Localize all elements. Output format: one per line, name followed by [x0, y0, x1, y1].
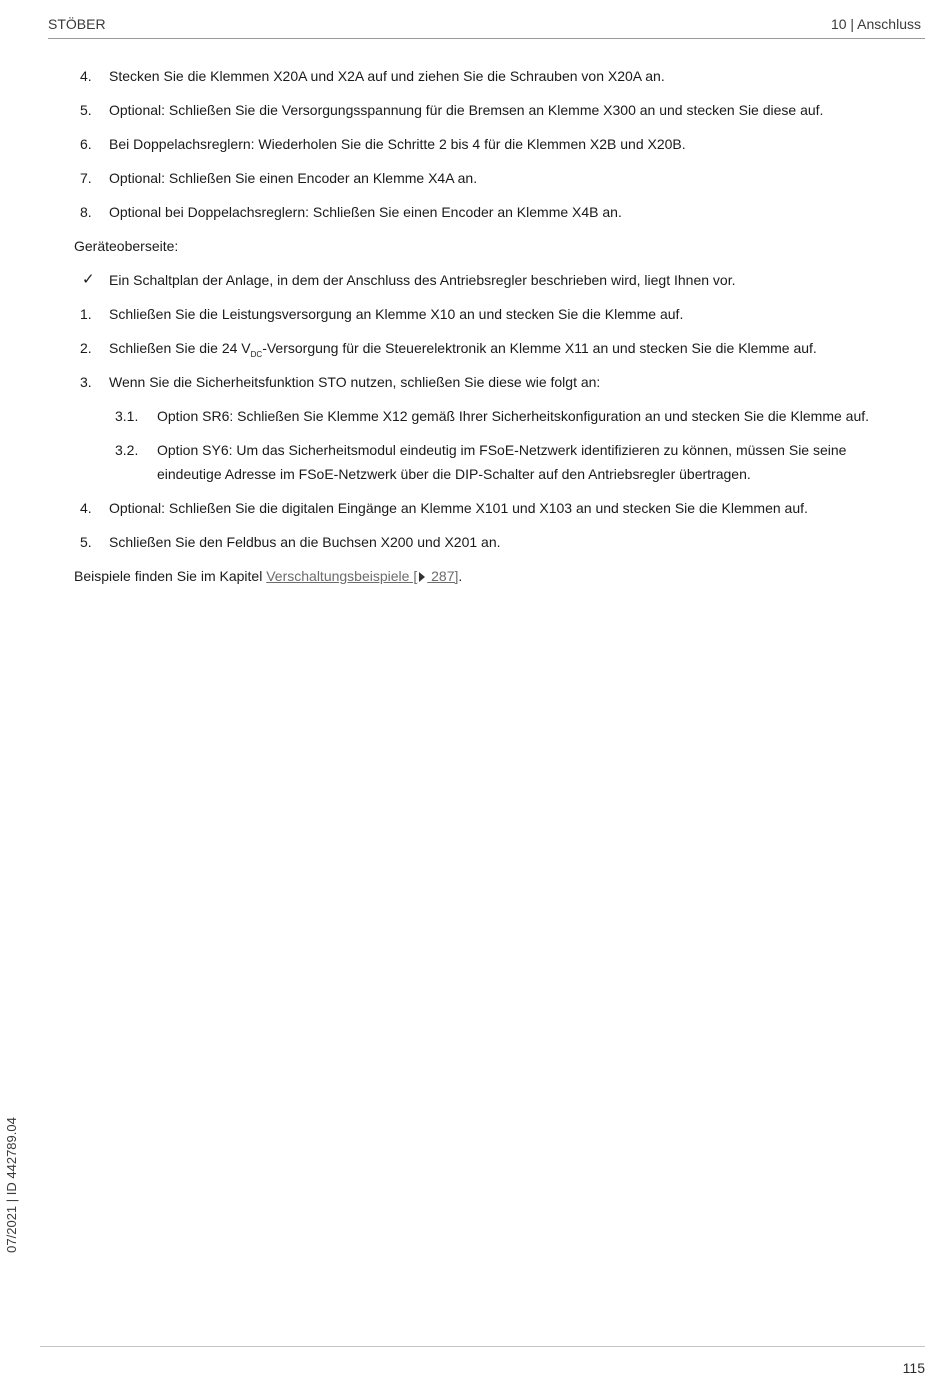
list-item [74, 98, 874, 122]
step-number: 8. [80, 204, 92, 220]
link-page: 287] [427, 568, 459, 584]
reference-prefix: Beispiele finden Sie im Kapitel [74, 568, 267, 584]
cross-reference-link[interactable] [266, 568, 458, 584]
triangle-right-icon [419, 572, 425, 582]
step-number: 5. [80, 102, 92, 118]
list-item [74, 132, 874, 156]
link-text: Verschaltungsbeispiele [ [266, 568, 418, 584]
list-item [74, 530, 874, 554]
step-text: Schließen Sie den Feldbus an die Buchsen X200 und X201 an. [109, 534, 501, 550]
step-number: 4. [80, 68, 92, 84]
step-text-part: -Versorgung für die Steuerelektronik an Klemme X11 an und stecken Sie die Klemme auf. [262, 340, 817, 356]
step-text: Optional: Schließen Sie die Versorgungsspannung für die Bremsen an Klemme X300 an und stecken Sie diese auf. [109, 102, 824, 118]
step-number: 3. [80, 374, 92, 390]
list-item [74, 496, 874, 520]
precondition-text: Ein Schaltplan der Anlage, in dem der Anschluss des Antriebsregler beschrieben wird, liegt Ihnen vor. [109, 272, 736, 288]
header-section: 10 | Anschluss [830, 16, 921, 32]
page-header [48, 14, 925, 39]
list-item [74, 200, 874, 224]
step-number: 1. [80, 306, 92, 322]
substep-text: Option SR6: Schließen Sie Klemme X12 gemäß Ihrer Sicherheitskonfiguration an und stecken Sie die Klemme auf. [157, 408, 870, 424]
list-item [74, 336, 874, 360]
header-brand: STÖBER [48, 16, 106, 32]
list-item [74, 302, 874, 326]
step-text: Wenn Sie die Sicherheitsfunktion STO nutzen, schließen Sie diese wie folgt an: [109, 374, 601, 390]
sub-list-item [74, 438, 874, 486]
reference-paragraph [74, 564, 874, 588]
step-number: 4. [80, 500, 92, 516]
page-number: 115 [902, 1360, 925, 1376]
document-body [74, 64, 874, 598]
step-text: Optional bei Doppelachsreglern: Schließen Sie einen Encoder an Klemme X4B an. [109, 204, 622, 220]
checkmark-icon: ✓ [82, 271, 95, 288]
substep-number: 3.1. [115, 408, 139, 424]
reference-suffix: . [458, 568, 463, 584]
substep-number: 3.2. [115, 442, 139, 458]
list-item [74, 370, 874, 394]
step-text-part: Schließen Sie die 24 V [109, 340, 251, 356]
list-item [74, 166, 874, 190]
step-text: Stecken Sie die Klemmen X20A und X2A auf und ziehen Sie die Schrauben von X20A an. [109, 68, 665, 84]
footer-divider [40, 1346, 925, 1347]
step-number: 6. [80, 136, 92, 152]
step-text: Optional: Schließen Sie die digitalen Eingänge an Klemme X101 und X103 an und stecken Sie die Klemmen auf. [109, 500, 808, 516]
list-item [74, 64, 874, 88]
document-id-label: 07/2021 | ID 442789.04 [4, 1117, 19, 1253]
subscript: DC [250, 349, 263, 359]
sub-list-item [74, 404, 874, 428]
step-number: 2. [80, 340, 92, 356]
step-number: 7. [80, 170, 92, 186]
step-text: Bei Doppelachsreglern: Wiederholen Sie die Schritte 2 bis 4 für die Klemmen X2B und X20B. [109, 136, 686, 152]
step-number: 5. [80, 534, 92, 550]
step-text: Optional: Schließen Sie einen Encoder an Klemme X4A an. [109, 170, 478, 186]
precondition-item [74, 268, 874, 292]
section-heading: Geräteoberseite: [74, 238, 179, 254]
substep-text: Option SY6: Um das Sicherheitsmodul eindeutig im FSoE-Netzwerk identifizieren zu können, müssen Sie seine eindeutige Adresse im FSoE-Netzwerk über die DIP-Schalter auf den Antriebsregler übertragen. [157, 442, 847, 482]
step-text: Schließen Sie die Leistungsversorgung an Klemme X10 an und stecken Sie die Klemme auf. [109, 306, 684, 322]
